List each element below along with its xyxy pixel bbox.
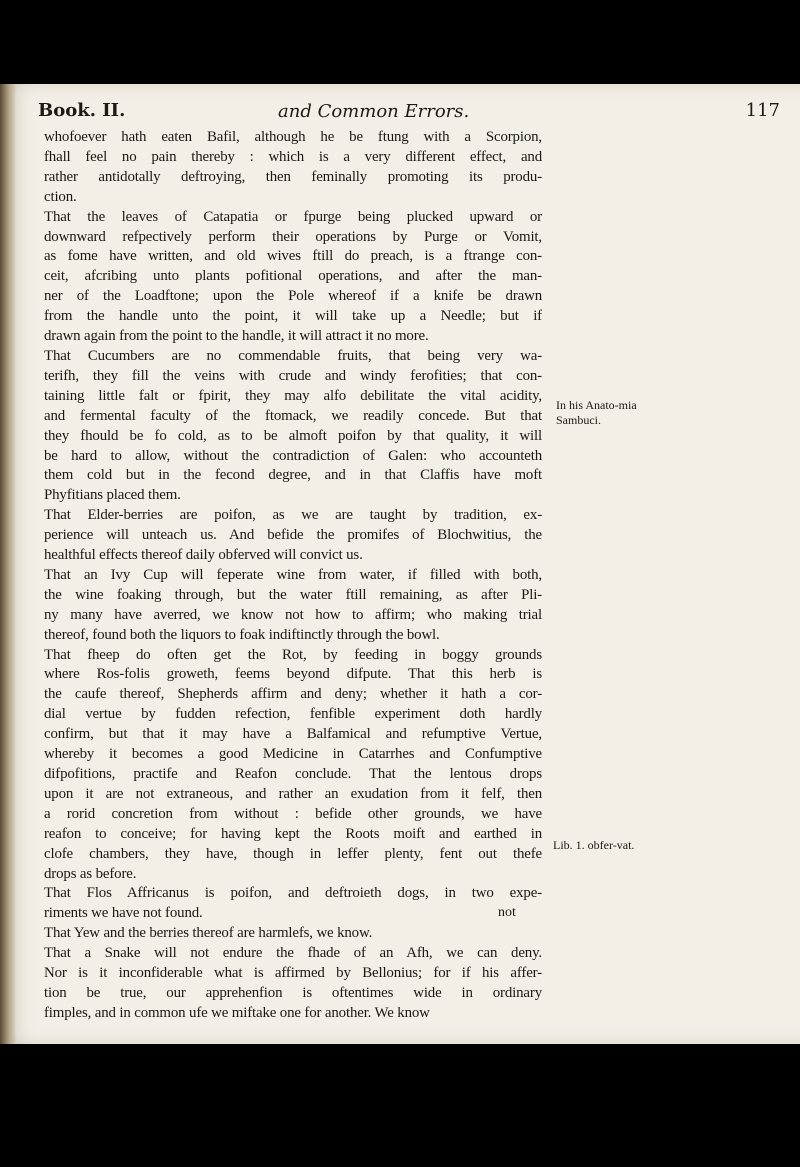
text-line: whereby it becomes a good Medicine in Catarrhes and Confumptive [44,746,542,763]
text-line: the caufe thereof, Shepherds affirm and deny; whether it hath a cor- [44,686,542,703]
running-header [38,100,780,124]
text-line: dial vertue by fudden refection, fenfible experiment doth hardly [44,706,542,723]
text-line: confirm, but that it may have a Balfamical and refumptive Vertue, [44,726,542,743]
header-book-label: Book. II. [38,100,126,121]
text-line: riments we have not found. [44,905,203,922]
catchword: not [498,905,516,920]
text-line: That Elder-berries are poifon, as we are taught by tradition, ex- [44,507,542,524]
text-line: Phyfitians placed them. [44,487,181,504]
text-line: thereof, found both the liquors to foak indiftinctly through the bowl. [44,626,440,643]
text-line: clofe chambers, they have, though in leffer plenty, fent out thefe [44,845,542,862]
text-line: they fhould be fo cold, as to be almoft poifon by that quality, it will [44,427,542,444]
text-line: taining little falt or fpirit, they may alfo debilitate the vital acidity, [44,387,542,404]
text-line: them cold but in the fecond degree, and in that Claffis have moft [44,467,542,484]
margin-note-anatomia: In his Anato-mia Sambuci. [556,398,637,427]
page-number: 117 [745,100,780,121]
text-line: That fheep do often get the Rot, by feeding in boggy grounds [44,646,542,663]
text-line: drops as before. [44,865,137,882]
text-line: healthful effects thereof daily obferved will convict us. [44,547,363,564]
margin-note-bellonius: Lib. 1. obfer-vat. [553,838,635,852]
page-gutter-shadow [0,84,16,1044]
text-line: fimples, and in common ufe we miftake one for another. We know [44,1004,430,1021]
text-line: a rorid concretion from without : befide other grounds, we have [44,805,542,822]
text-line: ction. [44,188,77,205]
text-line: rather antidotally deftroying, then feminally promoting its produ- [44,168,542,185]
header-running-title: and Common Errors. [278,101,470,122]
text-line: That Flos Affricanus is poifon, and deftroieth dogs, in two expe- [44,885,542,902]
text-line: upon it are not extraneous, and rather an exudation from it felf, then [44,785,542,802]
text-line: That Yew and the berries thereof are harmlefs, we know. [44,925,373,942]
text-line: That Cucumbers are no commendable fruits, that being very wa- [44,347,542,364]
text-line: ny many have averred, we know not how to affirm; who making trial [44,606,542,623]
text-line: reafon to conceive; for having kept the Roots moift and earthed in [44,825,542,842]
text-line: tion be true, our apprehenfion is oftentimes wide in ordinary [44,984,542,1001]
text-line: Nor is it inconfiderable what is affirmed by Bellonius; for if his affer- [44,965,542,982]
text-line: difpofitions, practife and Reafon conclude. That the lentous drops [44,766,542,782]
text-line: perience will unteach us. And befide the promifes of Blochwitius, the [44,527,542,544]
text-line: ceit, afcribing unto plants pofitional operations, and after the man- [44,268,542,285]
text-line: drawn again from the point to the handle, it will attract it no more. [44,328,429,345]
text-line: where Ros-folis groweth, feems beyond difpute. That this herb is [44,666,542,683]
text-line: That the leaves of Catapatia or fpurge being plucked upward or [44,208,542,225]
text-line: as fome have written, and old wives ftill do preach, is a ftrange con- [44,248,542,265]
text-line: That an Ivy Cup will feperate wine from water, if filled with both, [44,566,542,583]
text-line: from the handle unto the point, it will take up a Needle; but if [44,308,542,325]
body-text [44,128,542,1024]
text-line: That a Snake will not endure the fhade of an Afh, we can deny. [44,945,542,962]
text-line: the wine foaking through, but the water ftill remaining, as after Pli- [44,586,542,603]
text-line: be hard to allow, without the contradiction of Galen: who accounteth [44,447,542,464]
text-line: fhall feel no pain thereby : which is a very different effect, and [44,148,542,165]
text-line: whofoever hath eaten Bafil, although he be ftung with a Scorpion, [44,129,542,145]
text-line: terifh, they fill the veins with crude and windy ferofities; that con- [44,367,542,384]
text-line: and fermental faculty of the ftomack, we readily concede. But that [44,407,542,424]
book-page [0,84,800,1044]
text-line: ner of the Loadftone; upon the Pole whereof if a knife be drawn [44,288,542,305]
text-line: downward refpectively perform their operations by Purge or Vomit, [44,228,542,245]
